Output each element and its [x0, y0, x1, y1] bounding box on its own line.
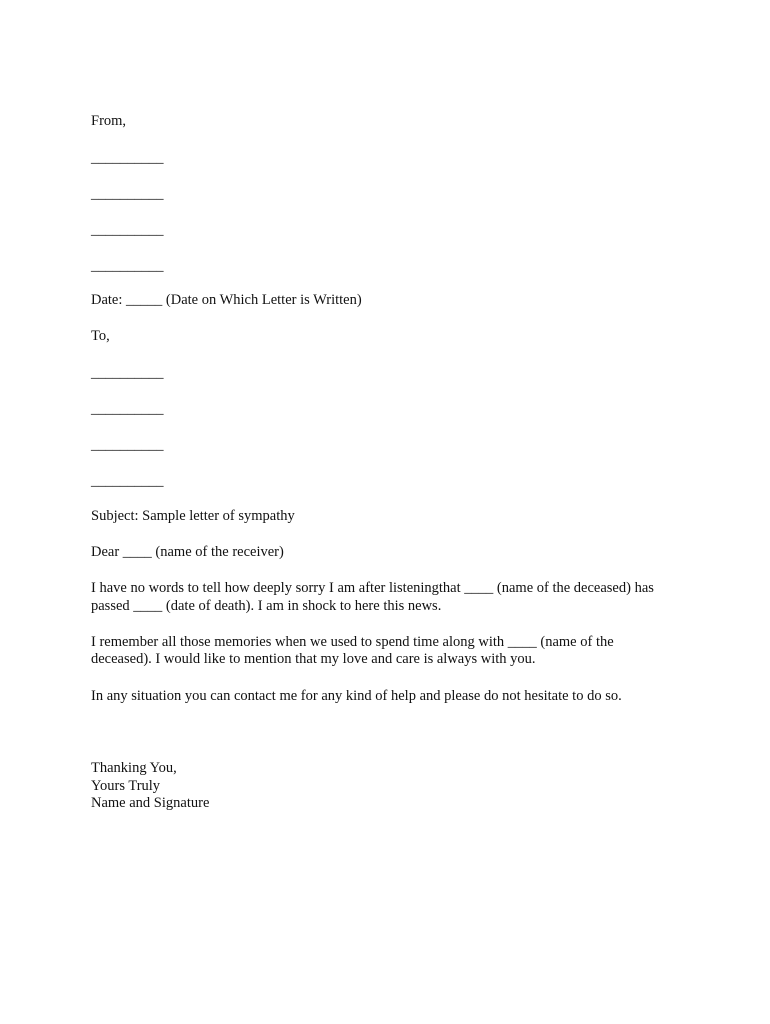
body-paragraph-1-line-2: passed ____ (date of death). I am in shock to here this news. [91, 598, 442, 614]
to-label: To, [91, 328, 110, 344]
body-paragraph-1-line-1: I have no words to tell how deeply sorry I am after listeningthat ____ (name of the deceased) has [91, 580, 654, 596]
to-address-line-1: __________ [91, 365, 164, 381]
from-label: From, [91, 113, 127, 129]
body-paragraph-2-line-2: deceased). I would like to mention that my love and care is always with you. [91, 651, 536, 667]
from-address-line-1: __________ [91, 150, 164, 166]
closing-yours-truly: Yours Truly [91, 777, 161, 794]
salutation: Dear ____ (name of the receiver) [91, 544, 284, 560]
from-address-line-2: __________ [91, 186, 164, 202]
subject-line: Subject: Sample letter of sympathy [91, 508, 295, 524]
closing-signature: Name and Signature [91, 795, 210, 811]
to-address-line-3: __________ [91, 437, 164, 453]
to-address-line-4: __________ [91, 473, 164, 489]
closing-thanks: Thanking You, [91, 760, 177, 776]
date-line: Date: _____ (Date on Which Letter is Written) [91, 292, 362, 308]
to-address-line-2: __________ [91, 401, 164, 417]
body-paragraph-3: In any situation you can contact me for any kind of help and please do not hesitate to do so. [91, 688, 622, 704]
body-paragraph-2-line-1: I remember all those memories when we used to spend time along with ____ (name of the [91, 634, 614, 650]
from-address-line-3: __________ [91, 222, 164, 238]
closing-block [91, 760, 209, 813]
from-address-line-4: __________ [91, 258, 164, 274]
